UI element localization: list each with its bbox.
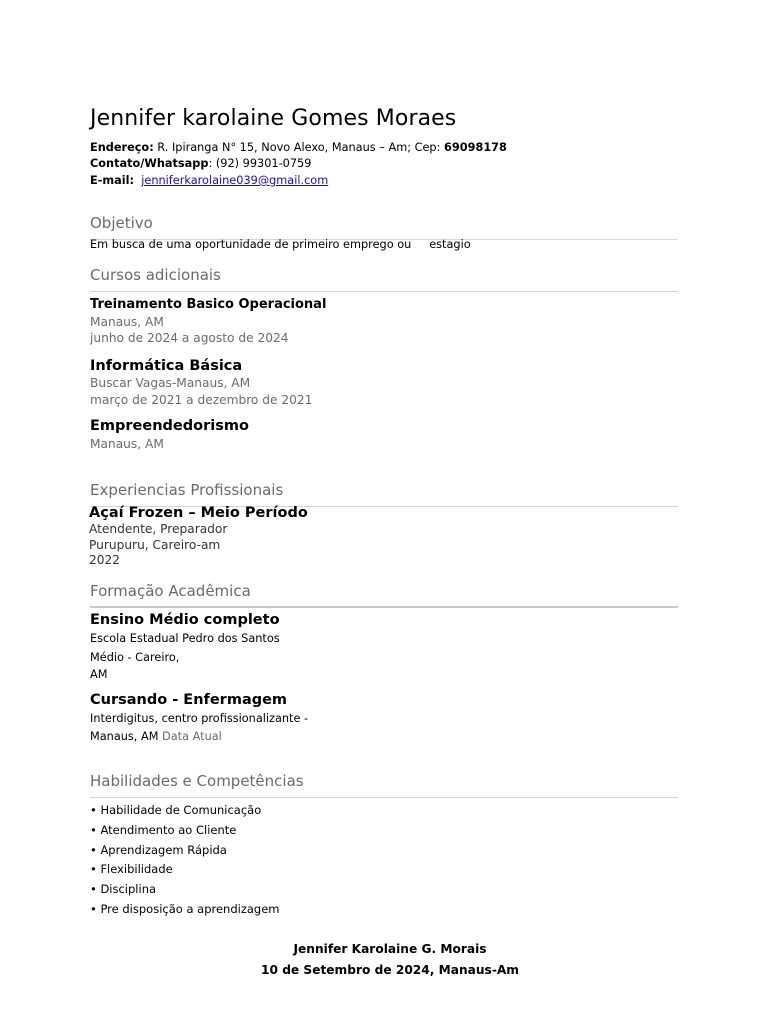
education-line: Interdigitus, centro profissionalizante - — [90, 712, 309, 725]
course-place: Manaus, AM — [90, 437, 164, 451]
job-role: Atendente, Preparador — [89, 522, 228, 536]
skill-item: • Atendimento ao Cliente — [90, 822, 237, 837]
signature-date-place: 10 de Setembro de 2024, Manaus-Am — [260, 963, 520, 977]
section-title-cursos: Cursos adicionais — [90, 266, 221, 284]
email-line — [90, 173, 328, 189]
education-line: Médio - Careiro, — [90, 651, 180, 664]
contact-line — [90, 156, 311, 172]
course-period: março de 2021 a dezembro de 2021 — [90, 393, 313, 407]
education-name: Ensino Médio completo — [90, 612, 280, 628]
contact-text: : (92) 99301-0759 — [208, 157, 312, 170]
section-title-objetivo: Objetivo — [90, 214, 153, 232]
section-title-experiencias: Experiencias Profissionais — [90, 481, 284, 499]
skills-list — [90, 801, 280, 920]
skill-item: • Habilidade de Comunicação — [90, 803, 262, 817]
job-location: Purupuru, Careiro-am — [89, 538, 221, 552]
course-name: Empreendedorismo — [90, 418, 249, 434]
objetivo-text: Em busca de uma oportunidade de primeiro emprego ou estagio — [90, 238, 471, 251]
address-text: R. Ipiranga N° 15, Novo Alexo, Manaus – Am; Cep: — [153, 141, 445, 154]
education-location: Manaus, AM — [90, 730, 159, 743]
section-divider — [90, 291, 678, 292]
education-line: AM — [90, 668, 108, 681]
skill-item: • Flexibilidade — [90, 862, 173, 877]
section-divider — [90, 606, 678, 608]
signature-name: Jennifer Karolaine G. Morais — [293, 942, 487, 956]
course-name: Informática Básica — [90, 358, 243, 374]
education-status: Data Atual — [158, 730, 222, 743]
section-title-habilidades: Habilidades e Competências — [90, 772, 304, 790]
candidate-name: Jennifer karolaine Gomes Moraes — [90, 106, 457, 131]
skill-item: • Disciplina — [90, 882, 157, 897]
email-label: E-mail: — [90, 174, 135, 187]
address-label: Endereço: — [90, 141, 154, 154]
job-title: Açaí Frozen – Meio Período — [89, 505, 308, 521]
section-divider — [90, 797, 678, 798]
email-link[interactable]: jenniferkarolaine039@gmail.com — [141, 174, 329, 187]
course-name: Treinamento Basico Operacional — [90, 297, 327, 312]
skill-item: • Pre disposição a aprendizagem — [90, 901, 280, 916]
course-place: Manaus, AM — [90, 315, 164, 329]
address-line — [90, 140, 507, 156]
education-line — [90, 730, 222, 743]
cep-value: 69098178 — [444, 141, 507, 154]
course-period: junho de 2024 a agosto de 2024 — [90, 331, 289, 345]
contact-label: Contato/Whatsapp — [90, 157, 209, 170]
skill-item: • Aprendizagem Rápida — [90, 842, 227, 857]
section-title-formacao: Formação Acadêmica — [90, 582, 251, 600]
job-year: 2022 — [89, 553, 121, 567]
education-line: Escola Estadual Pedro dos Santos — [90, 632, 280, 645]
course-place: Buscar Vagas-Manaus, AM — [90, 376, 251, 390]
education-name: Cursando - Enfermagem — [90, 692, 288, 708]
